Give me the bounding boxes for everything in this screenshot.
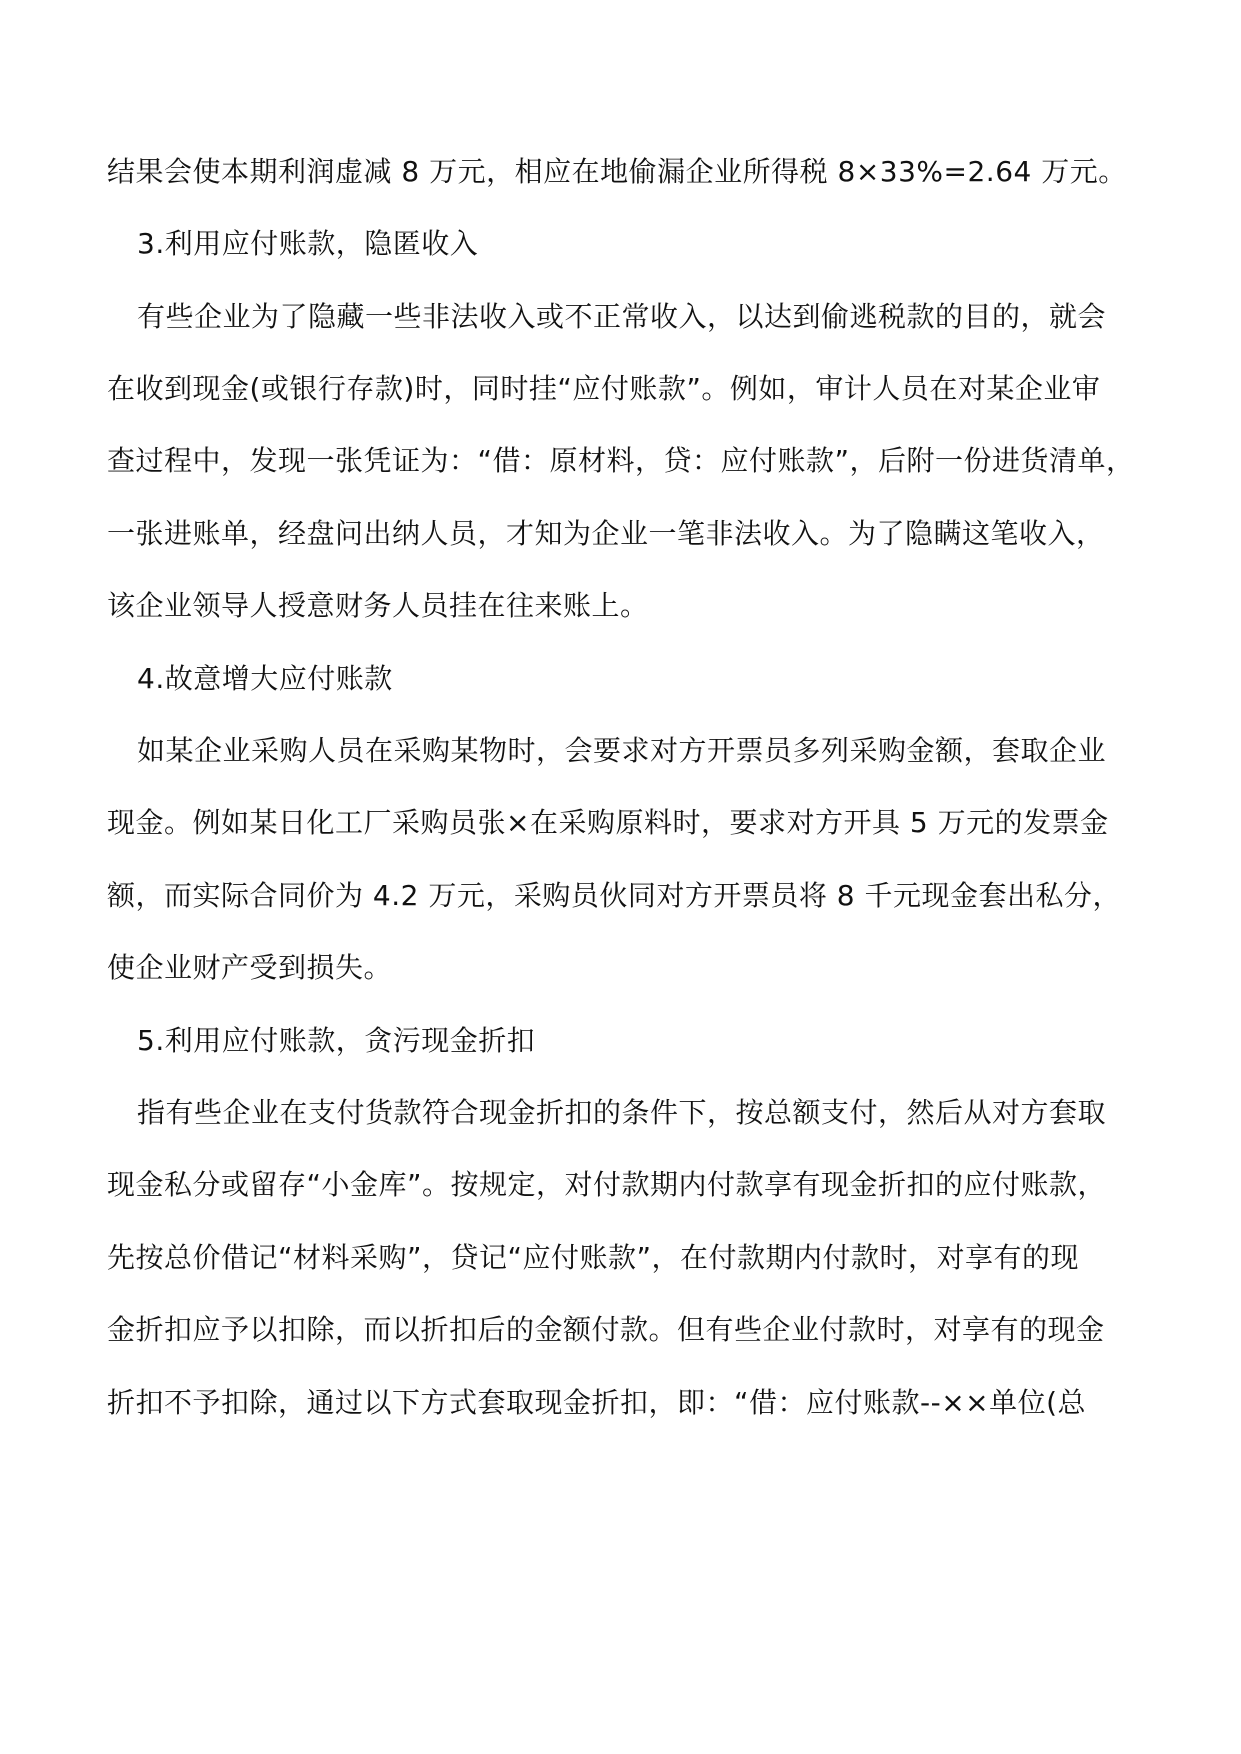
paragraph-line-6: 该企业领导人授意财务人员挂在往来账上。 bbox=[107, 589, 649, 622]
paragraph-line-8: 现金。例如某日化工厂采购员张×在采购原料时，要求对方开具 5 万元的发票金 bbox=[107, 806, 1109, 839]
section-heading-3: 3.利用应付账款，隐匿收入 bbox=[137, 227, 479, 260]
paragraph-line-5: 一张进账单，经盘问出纳人员，才知为企业一笔非法收入。为了隐瞒这笔收入， bbox=[107, 517, 1105, 550]
paragraph-line-12: 现金私分或留存“小金库”。按规定，对付款期内付款享有现金折扣的应付账款， bbox=[107, 1168, 1107, 1201]
paragraph-line-4: 查过程中，发现一张凭证为：“借：原材料，贷：应付账款”，后附一份进货清单， bbox=[107, 444, 1135, 477]
section-heading-5: 5.利用应付账款，贪污现金折扣 bbox=[137, 1024, 536, 1057]
paragraph-line-9: 额，而实际合同价为 4.2 万元，采购员伙同对方开票员将 8 千元现金套出私分， bbox=[107, 879, 1121, 912]
paragraph-line-10: 使企业财产受到损失。 bbox=[107, 951, 393, 984]
paragraph-line-2: 有些企业为了隐藏一些非法收入或不正常收入，以达到偷逃税款的目的，就会 bbox=[137, 300, 1107, 333]
paragraph-line-14: 金折扣应予以扣除，而以折扣后的金额付款。但有些企业付款时，对享有的现金 bbox=[107, 1313, 1105, 1346]
paragraph-line-11: 指有些企业在支付货款符合现金折扣的条件下，按总额支付，然后从对方套取 bbox=[137, 1096, 1107, 1129]
section-heading-4: 4.故意增大应付账款 bbox=[137, 662, 393, 695]
paragraph-line-13: 先按总价借记“材料采购”，贷记“应付账款”，在付款期内付款时，对享有的现 bbox=[107, 1241, 1080, 1274]
paragraph-line-15: 折扣不予扣除，通过以下方式套取现金折扣，即：“借：应付账款--××单位(总 bbox=[107, 1386, 1087, 1419]
paragraph-line-1: 结果会使本期利润虚减 8 万元，相应在地偷漏企业所得税 8×33%=2.64 万元。 bbox=[107, 155, 1127, 188]
paragraph-line-7: 如某企业采购人员在采购某物时，会要求对方开票员多列采购金额，套取企业 bbox=[137, 734, 1107, 767]
paragraph-line-3: 在收到现金(或银行存款)时，同时挂“应付账款”。例如，审计人员在对某企业审 bbox=[107, 372, 1101, 405]
